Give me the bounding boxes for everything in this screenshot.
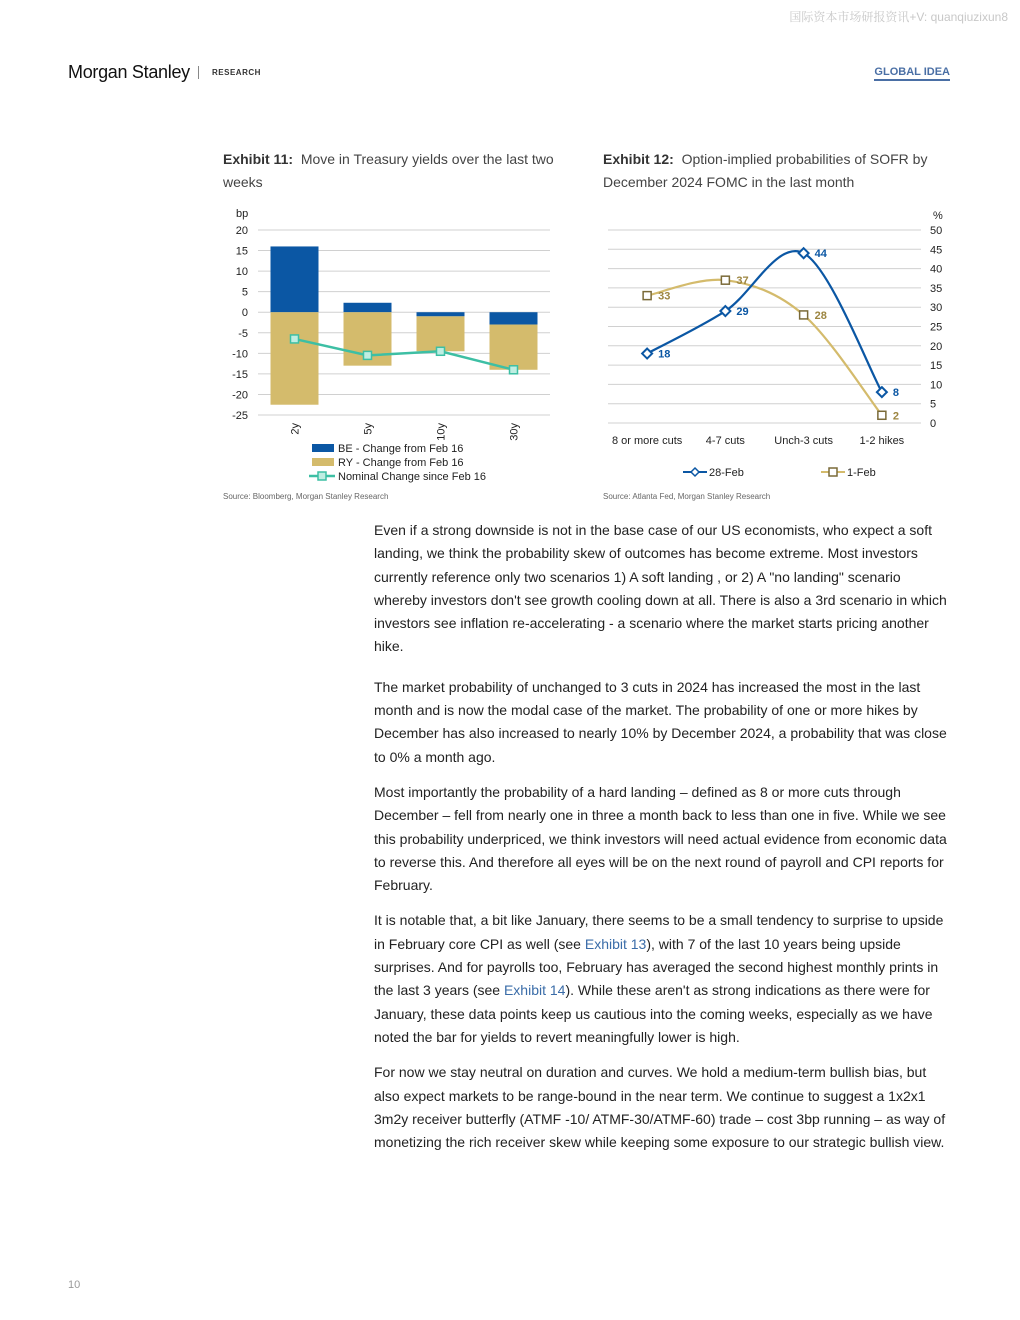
series-line (295, 339, 514, 370)
bar-segment (344, 303, 392, 312)
global-idea-tag: GLOBAL IDEA (874, 66, 950, 81)
y-tick-label: -5 (238, 327, 248, 340)
data-label: 8 (892, 387, 899, 400)
series-line (647, 251, 882, 392)
y-tick-label: -20 (232, 389, 248, 402)
legend-label: 1-Feb (847, 467, 876, 479)
data-label: 37 (736, 275, 749, 288)
y-tick-label: 20 (235, 225, 248, 237)
y-tick-label: 0 (241, 307, 248, 320)
bar-segment (271, 246, 319, 312)
exhibit-12-label: Exhibit 12: (603, 151, 674, 167)
legend-swatch (312, 458, 334, 466)
y-tick-label: 35 (930, 282, 943, 295)
brand-logo: Morgan Stanley (68, 62, 190, 82)
exhibit-12-caption: Option-implied probabilities of SOFR by December 2024 FOMC in the last month (603, 151, 928, 190)
exhibit-11-label: Exhibit 11: (223, 151, 294, 167)
line-marker (291, 335, 299, 343)
series-line (647, 280, 882, 416)
paragraph-4-text-c: ). While these aren't as strong indications as there were for January, these data points keep us cautious into the coming weeks, especially as we have noted the bar for yields to revert meaningfully lower is high. (374, 982, 933, 1045)
y-tick-label: 5 (241, 286, 248, 299)
y-tick-label: -10 (232, 348, 248, 361)
data-marker (877, 387, 887, 397)
data-label: 2 (892, 410, 899, 423)
y-tick-label: -25 (232, 410, 248, 422)
y-tick-label: 20 (930, 340, 943, 353)
y-tick-label: 15 (235, 245, 248, 258)
bar-segment (417, 312, 465, 316)
y-tick-label: -15 (232, 368, 248, 381)
x-tick-label: Unch-3 cuts (774, 435, 833, 447)
data-label: 44 (814, 248, 827, 261)
exhibit-12-title (603, 148, 953, 194)
line-marker (437, 347, 445, 355)
legend-label: Nominal Change since Feb 16 (338, 471, 486, 483)
paragraph-5: For now we stay neutral on duration and curves. We hold a medium-term bullish bias, but also expect markets to be range-bound in the near term. We continue to suggest a 1x2x1 3m2y receiver butterfly (ATMF -10/ ATMF-30/ATMF-60) trade – cost 3bp running – as way of monetizing the rich receiver skew while keeping some exposure to our strategic bullish view. (374, 1064, 946, 1151)
bar-segment (271, 312, 319, 405)
bar-segment (417, 316, 465, 351)
x-tick-label: 2y (289, 423, 302, 435)
y-tick-label: 0 (930, 418, 937, 430)
section-label: RESEARCH (212, 68, 261, 77)
exhibit-11-source: Source: Bloomberg, Morgan Stanley Research (223, 492, 389, 501)
y-axis-unit: bp (236, 208, 249, 220)
line-marker (364, 351, 372, 359)
y-tick-label: 15 (930, 360, 943, 373)
header-divider (198, 66, 199, 79)
x-tick-label: 5y (362, 423, 375, 435)
bar-segment (490, 312, 538, 324)
exhibit-11-caption: Move in Treasury yields over the last two weeks (223, 151, 554, 190)
paragraph-4-text-b: ), with 7 of the last 10 years being upside surprises. And for payrolls too, February has averaged the second highest monthly prints in the last 3 years (see (374, 935, 939, 999)
legend-marker (318, 472, 326, 480)
watermark: 国际资本市场研报资讯+V: quanqiuzixun8 (789, 10, 1008, 24)
data-marker (800, 311, 808, 319)
exhibit-11-title (223, 148, 583, 194)
x-tick-label: 8 or more cuts (611, 435, 683, 447)
y-tick-label: 50 (930, 225, 943, 237)
bar-segment (490, 325, 538, 370)
data-label: 33 (658, 290, 671, 303)
legend-label: RY - Change from Feb 16 (338, 457, 464, 469)
y-axis-unit: % (933, 210, 943, 222)
x-tick-label: 1-2 hikes (859, 435, 905, 447)
y-tick-label: 25 (930, 321, 943, 334)
paragraph-4-text-a: It is notable that, a bit like January, there seems to be a small tendency to surprise to upside in February core CPI as well (see (374, 912, 944, 952)
legend-label: 28-Feb (709, 467, 744, 479)
line-marker (510, 366, 518, 374)
paragraph-4 (374, 909, 950, 1049)
exhibit-12-chart (603, 202, 953, 492)
page-header (68, 62, 950, 84)
x-tick-label: 30y (508, 423, 521, 441)
paragraph-2: The market probability of unchanged to 3 cuts in 2024 has increased the most in the last month and is now the modal case of the market. The probability of one or more hikes by December has also increased to nearly 10% by December 2024, a probability that was close to 0% a month ago. (374, 678, 947, 765)
data-label: 29 (736, 306, 749, 319)
x-tick-label: 4-7 cuts (705, 435, 745, 447)
data-marker (643, 292, 651, 300)
article-body (374, 519, 950, 1166)
page-number: 10 (68, 1279, 81, 1291)
data-marker (642, 349, 652, 359)
y-tick-label: 5 (930, 398, 937, 411)
data-label: 18 (658, 348, 671, 361)
y-tick-label: 10 (930, 379, 943, 392)
paragraph-3: Most importantly the probability of a hard landing – defined as 8 or more cuts through December – fell from nearly one in three a month back to less than one in five. While we see this probability underpriced, we think investors will need actual evidence from economic data to reverse this. And therefore all eyes will be on the next round of payroll and CPI reports for February. (374, 783, 947, 894)
exhibit-14-link[interactable]: Exhibit 14 (503, 982, 566, 999)
y-tick-label: 45 (930, 244, 943, 257)
y-tick-label: 30 (930, 302, 943, 315)
exhibit-11-chart (223, 202, 563, 492)
data-marker (878, 411, 886, 419)
exhibit-12-source: Source: Atlanta Fed, Morgan Stanley Research (603, 492, 771, 501)
legend-marker (691, 468, 699, 476)
data-marker (721, 276, 729, 284)
data-label: 28 (814, 309, 827, 322)
paragraph-1: Even if a strong downside is not in the base case of our US economists, who expect a soft landing, we think the probability skew of outcomes has become extreme. Most investors currently reference only two scenarios 1) A soft landing , or 2) A "no landing" scenario whereby investors don't see growth cooling down at all. There is also a 3rd scenario in which investors see inflation re-accelerating - a scenario where the market starts pricing another hike. (374, 522, 947, 655)
y-tick-label: 10 (235, 266, 248, 279)
y-tick-label: 40 (930, 263, 943, 276)
legend-label: BE - Change from Feb 16 (338, 443, 464, 455)
legend-swatch (312, 444, 334, 452)
exhibit-13-link[interactable]: Exhibit 13 (584, 935, 647, 952)
x-tick-label: 10y (435, 423, 448, 441)
legend-marker (829, 468, 837, 476)
